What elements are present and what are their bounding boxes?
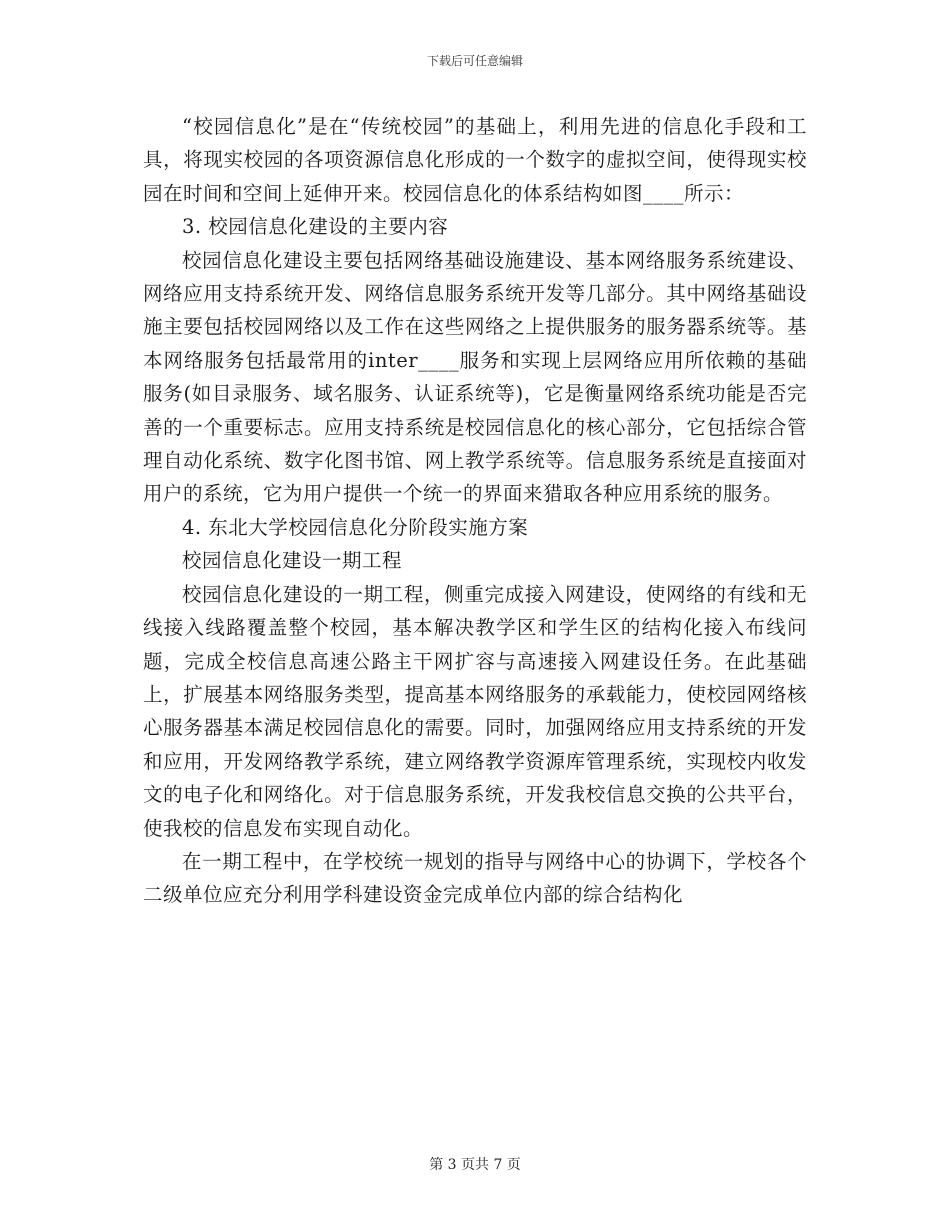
paragraph-phase-1: 校园信息化建设的一期工程，侧重完成接入网建设，使网络的有线和无线接入线路覆盖整个校园，基本解决教学区和学生区的结构化接入布线问题，完成全校信息高速公路主干网扩容与高速接入网建设任务。在此基础上，扩展基本网络服务类型，提高基本网络服务的承载能力，使校园网络核心服务器基本满足校园信息化的需要。同时，加强网络应用支持系统的开发和应用，开发网络教学系统，建立网络教学资源库管理系统，实现校内收发文的电子化和网络化。对于信息服务系统，开发我校信息交换的公共平台，使我校的信息发布实现自动化。	[143, 582, 807, 840]
subsection-heading-phase-1: 校园信息化建设一期工程	[182, 549, 403, 573]
paragraph-intro: “校园信息化”是在“传统校园”的基础上，利用先进的信息化手段和工具，将现实校园的各项资源信息化形成的一个数字的虚拟空间，使得现实校园在时间和空间上延伸开来。校园信息化的体系结构如图____所示：	[143, 115, 807, 205]
page-header: 下载后可任意编辑	[426, 54, 523, 68]
section-heading-3: 3. 校园信息化建设的主要内容	[182, 215, 449, 239]
document-body	[143, 110, 807, 912]
page-footer: 第 3 页共 7 页	[429, 1157, 521, 1173]
paragraph-phase-1-units: 在一期工程中，在学校统一规划的指导与网络中心的协调下，学校各个二级单位应充分利用学科建设资金完成单位内部的综合结构化	[143, 849, 807, 907]
section-heading-4: 4. 东北大学校园信息化分阶段实施方案	[182, 515, 529, 539]
paragraph-main-content: 校园信息化建设主要包括网络基础设施建设、基本网络服务系统建设、网络应用支持系统开发、网络信息服务系统开发等几部分。其中网络基础设施主要包括校园网络以及工作在这些网络之上提供服务的服务器系统等。基本网络服务包括最常用的inter____服务和实现上层网络应用所依赖的基础服务(如目录服务、域名服务、认证系统等)，它是衡量网络系统功能是否完善的一个重要标志。应用支持系统是校园信息化的核心部分，它包括综合管理自动化系统、数字化图书馆、网上教学系统等。信息服务系统是直接面对用户的系统，它为用户提供一个统一的界面来猎取各种应用系统的服务。	[143, 248, 807, 506]
